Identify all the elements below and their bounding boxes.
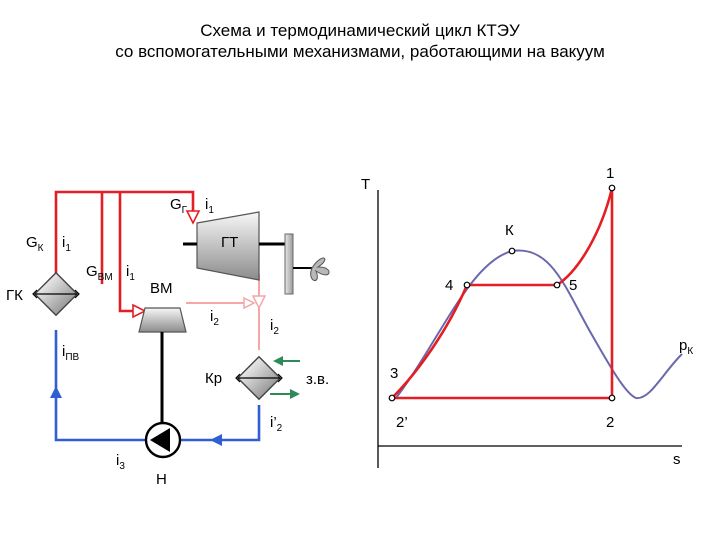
exhaust-lines [186,274,259,350]
axis-label-t: T [361,176,371,193]
label-point-2: 2 [606,414,615,431]
cycle-points [389,185,615,401]
flow-gg: $G_Г$ [170,196,188,216]
n-pump [146,423,180,457]
gearbox [285,234,293,294]
cycle-line [392,188,612,398]
axis-label-s: s [673,451,681,468]
point-1 [609,185,615,191]
saturation-curve [396,250,682,398]
label-kr: Кр [205,370,223,387]
label-point-5: 5 [569,277,578,294]
arrow-exhaust-gt [253,296,265,308]
flow-ipv: $i_{ПВ}$ [62,343,80,363]
title-line-2: со вспомогательными механизмами, работающими на вакуум [115,42,605,61]
gk-heat-exchanger [33,273,79,315]
point-2p [389,395,395,401]
label-gt: ГТ [221,234,239,251]
flow-i2-vm: $i_2$ [210,308,219,328]
point-k [509,248,515,254]
arrow-condensate [210,434,222,446]
arrow-to-gt [187,211,199,223]
label-gk: ГК [6,287,23,304]
ts-diagram [361,165,693,468]
label-critical-point: К [505,222,514,239]
arrow-exhaust-vm [244,298,254,308]
label-point-4: 4 [445,277,454,294]
flow-gvm: $G_{ВМ}$ [86,263,113,283]
flow-i2p: $i’_2$ [270,414,283,434]
label-n: Н [156,471,167,488]
flow-i1-gt: $i_1$ [205,196,214,216]
point-2 [609,395,615,401]
steam-line-vm [120,192,134,311]
propeller-icon [311,258,329,280]
vm-aux-turbine [139,308,186,427]
label-point-2p: 2’ [396,414,408,431]
flow-gk: $G_К$ [26,234,44,254]
thermal-scheme [6,192,329,488]
kr-condenser [236,356,300,399]
label-vm: ВМ [150,280,173,297]
label-point-1: 1 [606,165,615,182]
label-point-3: 3 [390,365,399,382]
point-4 [464,282,470,288]
gt-turbine [183,212,329,294]
flow-i2-gt: $i_2$ [270,317,279,337]
label-isobar-pk: $p_К$ [679,337,694,357]
title-line-1: Схема и термодинамический цикл КТЭУ [200,21,520,40]
flow-i1-vm: $i_1$ [126,263,135,283]
feed-line [56,330,146,440]
flow-i1-gk: $i_1$ [62,234,71,254]
label-zv: з.в. [306,371,330,388]
condensate-line [180,405,259,440]
arrow-feed [50,386,62,398]
point-5 [554,282,560,288]
flow-i3: $i_3$ [116,452,125,472]
